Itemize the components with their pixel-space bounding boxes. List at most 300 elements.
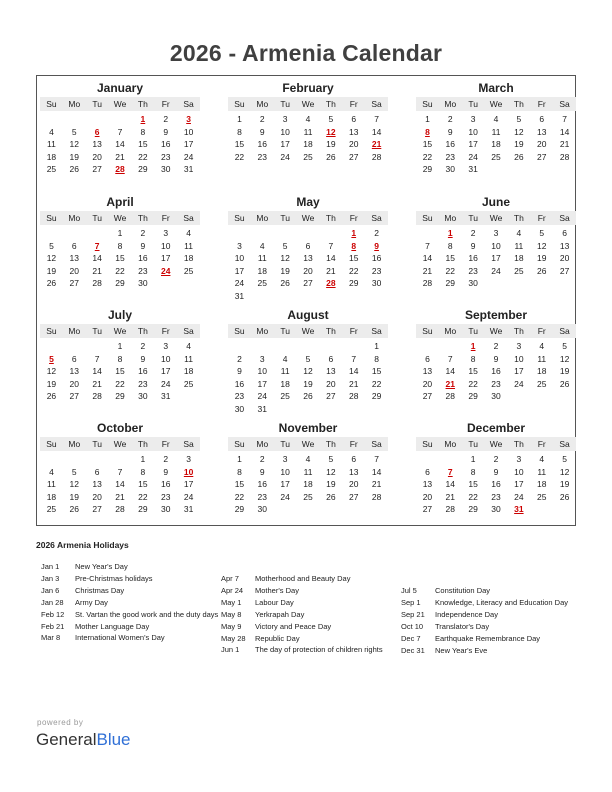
day-cell: 5	[71, 466, 77, 477]
day-cell: 10	[491, 240, 501, 251]
day-cell: 15	[371, 366, 382, 376]
holiday-list-item	[41, 597, 225, 609]
day-cell: 8	[117, 240, 123, 251]
week-row	[40, 365, 200, 378]
day-cell: 5	[539, 228, 545, 238]
week-row	[416, 252, 576, 265]
day-cell: 8	[140, 466, 146, 477]
day-cell: 18	[280, 378, 290, 389]
day-cell: 27	[69, 278, 80, 288]
week-row	[228, 491, 388, 504]
holiday-name: Pre-Christmas holidays	[75, 573, 153, 583]
day-cell: 15	[348, 253, 359, 263]
week-row	[228, 227, 388, 240]
day-cell: 1	[117, 341, 123, 351]
day-cell: 6	[305, 240, 311, 251]
weekday-label: Mo	[444, 326, 457, 336]
day-cell: 20	[69, 378, 80, 389]
day-cell: 14	[371, 466, 382, 477]
day-cell: 27	[536, 151, 547, 162]
empty-day-cell	[63, 453, 86, 466]
day-cell: 4	[259, 240, 265, 251]
empty-day-cell	[297, 290, 320, 303]
week-row	[228, 390, 388, 403]
holiday-list-item	[221, 644, 405, 656]
week-row	[40, 138, 200, 151]
day-cell: 27	[92, 164, 102, 174]
day-cell: 6	[351, 454, 357, 464]
day-cell: 9	[237, 366, 242, 376]
month-name: January	[96, 81, 144, 95]
weekday-label: Su	[46, 439, 57, 449]
holiday-date: Apr 24	[221, 585, 244, 595]
weekday-label: Tu	[280, 213, 290, 223]
weekday-header	[416, 324, 576, 338]
weekday-label: We	[489, 99, 503, 109]
week-row	[40, 378, 200, 391]
day-cell: 2	[493, 341, 499, 351]
day-cell: 16	[468, 253, 478, 263]
holiday-list-item	[41, 585, 225, 597]
empty-day-cell	[274, 340, 297, 353]
day-cell: 14	[92, 366, 102, 376]
weekday-header	[228, 211, 388, 225]
week-row	[40, 265, 200, 278]
month-name: April	[106, 195, 134, 209]
weekday-label: Th	[137, 99, 148, 109]
empty-day-cell	[553, 277, 576, 290]
day-cell: 9	[140, 240, 146, 251]
empty-day-cell	[365, 290, 388, 303]
day-cell: 11	[184, 240, 193, 251]
day-cell: 13	[92, 479, 102, 489]
day-cell: 19	[303, 378, 313, 389]
holiday-list-item	[401, 621, 575, 633]
day-cell: 29	[234, 504, 245, 514]
weekday-label: Mo	[444, 99, 457, 109]
weekday-label: Mo	[68, 439, 81, 449]
day-cell: 23	[468, 265, 478, 276]
day-cell: 20	[536, 139, 547, 149]
week-row	[40, 478, 200, 491]
day-cell: 11	[537, 353, 547, 364]
day-cell: 5	[71, 126, 77, 137]
day-cell: 26	[559, 378, 570, 389]
day-cell: 20	[326, 378, 336, 389]
day-cell: 5	[562, 454, 567, 464]
week-row	[228, 340, 388, 353]
day-cell: 30	[257, 504, 268, 514]
holiday-day-cell: 7	[94, 240, 100, 251]
weekday-label: Sa	[183, 213, 194, 223]
day-cell: 24	[257, 391, 268, 401]
day-cell: 22	[468, 491, 478, 502]
day-cell: 26	[46, 278, 57, 288]
weekday-label: Th	[137, 213, 148, 223]
holiday-list-column-3	[401, 585, 575, 656]
month-february	[228, 80, 388, 163]
holiday-date: Dec 31	[401, 645, 425, 655]
calendar-grid	[36, 75, 576, 526]
weekday-label: We	[113, 326, 127, 336]
day-cell: 11	[257, 253, 267, 263]
month-name: September	[464, 308, 528, 322]
day-cell: 15	[115, 366, 125, 376]
day-cell: 5	[516, 114, 522, 124]
empty-day-cell	[530, 390, 553, 403]
empty-day-cell	[365, 403, 388, 416]
day-cell: 1	[117, 228, 123, 238]
day-cell: 27	[422, 391, 433, 401]
day-cell: 5	[49, 240, 54, 251]
holiday-date: Sep 1	[401, 597, 421, 607]
weekday-label: Mo	[256, 439, 269, 449]
empty-day-cell	[228, 340, 251, 353]
day-cell: 3	[493, 228, 499, 238]
day-cell: 20	[303, 265, 313, 276]
holiday-day-cell: 21	[445, 378, 456, 389]
day-cell: 27	[92, 504, 102, 514]
day-cell: 31	[468, 164, 478, 174]
week-row	[416, 503, 576, 516]
week-row	[228, 265, 388, 278]
day-cell: 21	[115, 151, 125, 162]
week-row	[416, 353, 576, 366]
weekday-label: We	[301, 99, 315, 109]
day-cell: 27	[348, 151, 359, 162]
weekday-label: Su	[422, 326, 433, 336]
holiday-day-cell: 8	[425, 126, 430, 137]
month-january	[40, 80, 200, 176]
day-cell: 23	[491, 491, 501, 502]
month-name: November	[278, 421, 338, 435]
week-row	[416, 151, 576, 164]
weekday-label: Tu	[280, 99, 290, 109]
day-cell: 24	[468, 151, 478, 162]
day-cell: 3	[186, 454, 191, 464]
day-cell: 8	[374, 353, 379, 364]
week-row	[228, 365, 388, 378]
week-row	[228, 453, 388, 466]
weekday-label: Sa	[371, 99, 382, 109]
holiday-name: St. Vartan the good work and the duty days	[75, 609, 219, 619]
day-cell: 19	[326, 479, 336, 489]
day-cell: 29	[115, 391, 125, 401]
empty-day-cell	[63, 227, 86, 240]
empty-day-cell	[319, 340, 342, 353]
day-cell: 30	[138, 391, 148, 401]
holiday-date: Jan 3	[41, 573, 60, 583]
weekday-label: Fr	[161, 326, 170, 336]
empty-day-cell	[507, 277, 530, 290]
day-cell: 16	[371, 253, 382, 263]
weekday-label: We	[301, 439, 315, 449]
weekday-label: Tu	[92, 99, 102, 109]
weekday-label: Sa	[559, 326, 570, 336]
week-row	[416, 340, 576, 353]
weekday-label: Su	[422, 213, 433, 223]
weekday-label: Sa	[371, 439, 382, 449]
day-cell: 7	[447, 353, 453, 364]
week-row	[228, 478, 388, 491]
day-cell: 11	[280, 366, 290, 376]
week-row	[228, 113, 388, 126]
weekday-label: Th	[513, 213, 524, 223]
day-cell: 23	[491, 378, 501, 389]
weekday-label: Su	[234, 439, 245, 449]
day-cell: 21	[115, 491, 125, 502]
holiday-list-item	[221, 573, 405, 585]
day-cell: 26	[326, 151, 336, 162]
holiday-list-item	[401, 597, 575, 609]
holiday-day-cell: 24	[160, 265, 171, 276]
day-cell: 12	[559, 466, 570, 477]
empty-day-cell	[530, 277, 553, 290]
week-row	[40, 453, 200, 466]
empty-day-cell	[416, 227, 439, 240]
day-cell: 13	[303, 253, 313, 263]
day-cell: 22	[445, 265, 456, 276]
day-cell: 5	[305, 353, 311, 364]
day-cell: 2	[447, 114, 453, 124]
day-cell: 30	[491, 504, 501, 514]
day-cell: 17	[183, 479, 194, 489]
empty-day-cell	[177, 390, 200, 403]
holiday-date: Feb 12	[41, 609, 65, 619]
day-cell: 20	[92, 491, 102, 502]
day-cell: 11	[514, 240, 524, 251]
holiday-date: May 8	[221, 609, 242, 619]
day-cell: 30	[445, 164, 456, 174]
day-cell: 29	[422, 164, 433, 174]
day-cell: 4	[539, 341, 545, 351]
day-cell: 9	[259, 466, 265, 477]
holiday-day-cell: 1	[447, 228, 453, 238]
day-cell: 28	[445, 391, 456, 401]
day-cell: 27	[326, 391, 336, 401]
day-cell: 14	[559, 126, 570, 137]
empty-day-cell	[251, 290, 274, 303]
holiday-list-item	[41, 609, 225, 621]
day-cell: 18	[514, 253, 524, 263]
empty-day-cell	[251, 340, 274, 353]
holiday-name: Translator's Day	[435, 621, 490, 631]
holiday-day-cell: 1	[351, 228, 357, 238]
holiday-day-cell: 9	[374, 240, 379, 251]
day-cell: 13	[69, 253, 80, 263]
day-cell: 19	[69, 491, 80, 502]
day-cell: 25	[46, 164, 57, 174]
day-cell: 12	[69, 479, 80, 489]
week-row	[228, 290, 388, 303]
day-cell: 8	[237, 466, 242, 477]
day-cell: 17	[160, 366, 171, 376]
week-row	[40, 113, 200, 126]
day-cell: 14	[445, 366, 456, 376]
day-cell: 12	[514, 126, 524, 137]
day-cell: 26	[69, 164, 80, 174]
day-cell: 27	[422, 504, 433, 514]
day-cell: 16	[160, 479, 171, 489]
day-cell: 17	[280, 479, 290, 489]
holiday-name: Independence Day	[435, 609, 498, 619]
week-row	[228, 252, 388, 265]
empty-day-cell	[342, 503, 365, 516]
day-cell: 27	[348, 491, 359, 502]
day-cell: 3	[259, 353, 265, 364]
empty-day-cell	[154, 277, 177, 290]
day-cell: 12	[46, 366, 57, 376]
weekday-label: Th	[325, 439, 336, 449]
weekday-label: Mo	[444, 213, 457, 223]
day-cell: 7	[562, 114, 567, 124]
day-cell: 24	[183, 491, 194, 502]
day-cell: 2	[374, 228, 379, 238]
holiday-date: May 28	[221, 633, 246, 643]
day-cell: 2	[259, 454, 265, 464]
day-cell: 25	[303, 151, 313, 162]
day-cell: 29	[371, 391, 382, 401]
day-cell: 2	[140, 341, 146, 351]
empty-day-cell	[416, 453, 439, 466]
empty-day-cell	[319, 227, 342, 240]
day-cell: 21	[348, 378, 359, 389]
week-row	[228, 466, 388, 479]
week-row	[228, 403, 388, 416]
month-name: February	[282, 81, 334, 95]
weekday-label: Su	[46, 99, 57, 109]
day-cell: 31	[183, 504, 194, 514]
day-cell: 10	[160, 240, 171, 251]
day-cell: 30	[160, 504, 171, 514]
empty-day-cell	[342, 403, 365, 416]
weekday-label: Tu	[280, 326, 290, 336]
week-row	[40, 163, 200, 176]
weekday-header	[228, 324, 388, 338]
day-cell: 25	[183, 265, 194, 276]
day-cell: 18	[536, 366, 547, 376]
day-cell: 15	[234, 479, 245, 489]
empty-day-cell	[297, 403, 320, 416]
weekday-label: Su	[46, 213, 57, 223]
holiday-name: Constitution Day	[435, 586, 491, 595]
day-cell: 20	[348, 139, 359, 149]
day-cell: 26	[559, 491, 570, 502]
day-cell: 28	[445, 504, 456, 514]
holiday-day-cell: 8	[351, 240, 357, 251]
day-cell: 15	[422, 139, 433, 149]
weekday-label: Su	[46, 326, 57, 336]
day-cell: 16	[257, 479, 268, 489]
empty-day-cell	[109, 113, 132, 126]
holiday-list-item	[401, 645, 575, 657]
holiday-name: International Women's Day	[75, 633, 165, 643]
day-cell: 17	[183, 139, 194, 149]
day-cell: 11	[184, 353, 193, 364]
empty-day-cell	[416, 340, 439, 353]
day-cell: 17	[514, 479, 524, 489]
weekday-label: Fr	[537, 439, 546, 449]
day-cell: 21	[371, 479, 382, 489]
day-cell: 24	[491, 265, 501, 276]
week-row	[416, 466, 576, 479]
holiday-name: The day of protection of children rights	[255, 645, 383, 655]
empty-day-cell	[342, 290, 365, 303]
day-cell: 25	[303, 491, 313, 502]
day-cell: 23	[257, 151, 268, 162]
day-cell: 4	[516, 228, 522, 238]
week-row	[40, 151, 200, 164]
weekday-label: Tu	[92, 326, 102, 336]
day-cell: 18	[183, 253, 194, 263]
day-cell: 14	[422, 253, 433, 263]
month-name: October	[96, 421, 143, 435]
empty-day-cell	[40, 453, 63, 466]
holiday-list-item	[221, 609, 405, 621]
week-row	[40, 240, 200, 253]
holiday-date: May 9	[221, 621, 242, 631]
day-cell: 6	[539, 114, 545, 124]
day-cell: 3	[163, 228, 169, 238]
empty-day-cell	[86, 113, 109, 126]
day-cell: 25	[46, 504, 57, 514]
day-cell: 3	[163, 341, 169, 351]
day-cell: 17	[160, 253, 171, 263]
day-cell: 24	[514, 491, 524, 502]
empty-day-cell	[553, 390, 576, 403]
day-cell: 1	[140, 454, 146, 464]
day-cell: 29	[445, 278, 456, 288]
brand-blue: Blue	[96, 730, 131, 749]
day-cell: 23	[138, 265, 148, 276]
weekday-label: We	[489, 326, 503, 336]
day-cell: 24	[183, 151, 194, 162]
month-october	[40, 420, 200, 516]
day-cell: 14	[326, 253, 336, 263]
week-row	[416, 277, 576, 290]
day-cell: 13	[348, 126, 359, 137]
holiday-name: Labour Day	[255, 597, 294, 607]
holiday-date: Apr 7	[221, 574, 239, 583]
weekday-label: Tu	[280, 439, 290, 449]
day-cell: 7	[117, 126, 123, 137]
generalblue-logo[interactable]	[36, 730, 131, 750]
weekday-label: Fr	[349, 326, 358, 336]
empty-day-cell	[485, 163, 508, 176]
day-cell: 30	[468, 278, 478, 288]
day-cell: 26	[46, 391, 57, 401]
day-cell: 26	[280, 278, 290, 288]
day-cell: 21	[92, 378, 102, 389]
day-cell: 23	[445, 151, 456, 162]
day-cell: 4	[282, 353, 288, 364]
empty-day-cell	[274, 290, 297, 303]
day-cell: 15	[468, 366, 478, 376]
day-cell: 9	[470, 240, 476, 251]
day-cell: 19	[536, 253, 547, 263]
weekday-label: Th	[325, 326, 336, 336]
day-cell: 12	[46, 253, 57, 263]
day-cell: 30	[371, 278, 382, 288]
holiday-name: Mother's Day	[255, 585, 299, 595]
day-cell: 12	[280, 253, 290, 263]
holiday-day-cell: 10	[183, 466, 194, 477]
day-cell: 10	[514, 466, 524, 477]
holiday-list-item	[41, 573, 225, 585]
holiday-list-item	[221, 597, 405, 609]
day-cell: 16	[257, 139, 268, 149]
holiday-name: Army Day	[75, 597, 108, 607]
